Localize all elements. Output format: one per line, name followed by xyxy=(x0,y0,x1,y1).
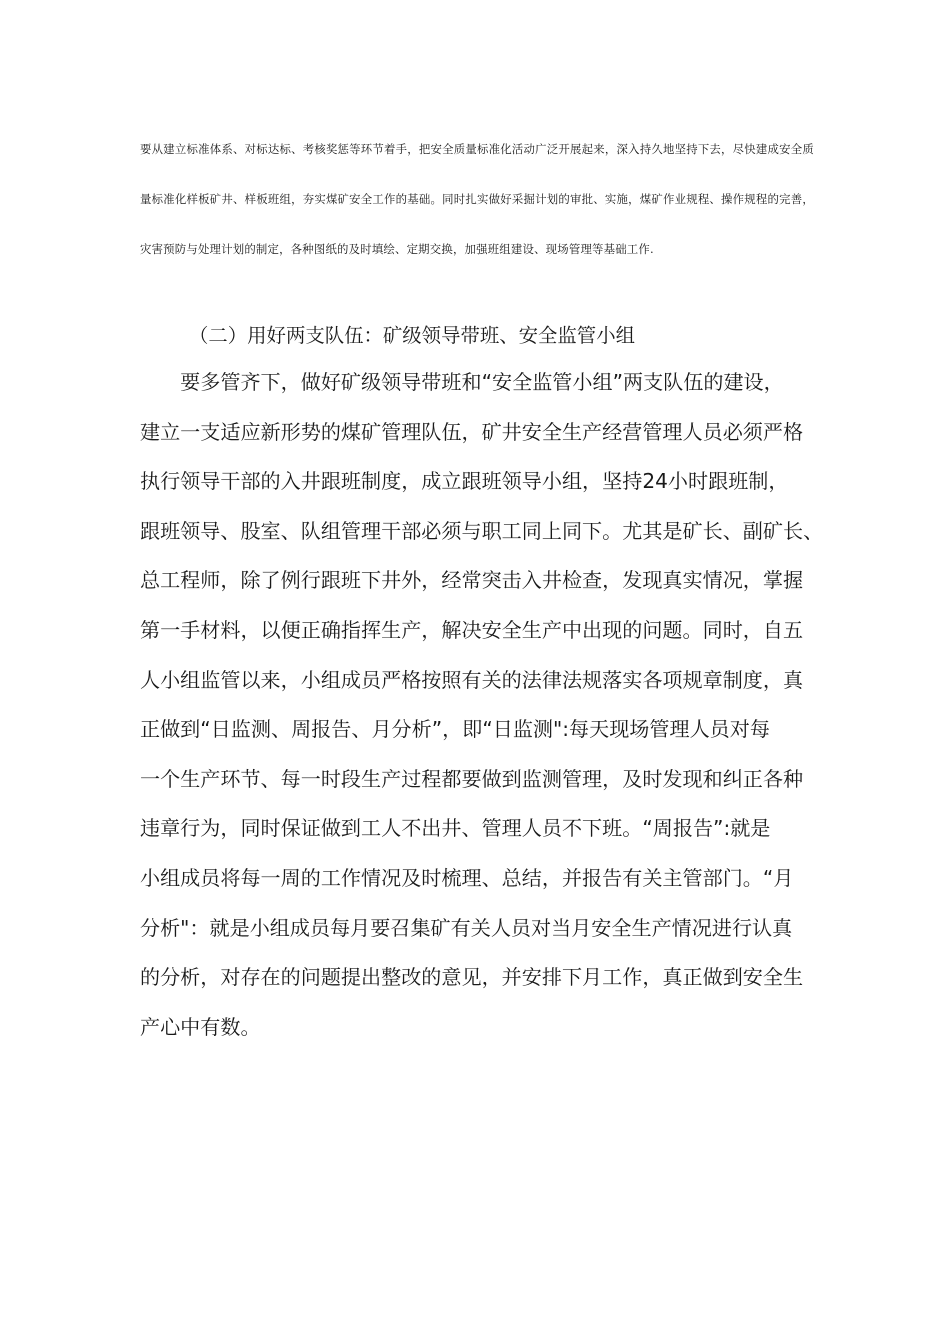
section-heading: （二）用好两支队伍：矿级领导带班、安全监管小组 xyxy=(189,324,635,347)
body-line: 总工程师，除了例行跟班下井外，经常突击入井检查，发现真实情况，掌握 xyxy=(140,568,804,593)
body-line: 正做到“日监测、周报告、月分析”，即“日监测":每天现场管理人员对每 xyxy=(140,717,770,742)
body-line: 违章行为，同时保证做到工人不出井、管理人员不下班。“周报告”:就是 xyxy=(140,816,771,841)
body-line: 建立一支适应新形势的煤矿管理队伍，矿井安全生产经营管理人员必须严格 xyxy=(140,419,804,444)
body-line: 执行领导干部的入井跟班制度，成立跟班领导小组，坚持24小时跟班制， xyxy=(140,469,789,494)
body-line: 跟班领导、股室、队组管理干部必须与职工同上同下。尤其是矿长、副矿长、 xyxy=(140,518,824,543)
body-line: 一个生产环节、每一时段生产过程都要做到监测管理，及时发现和纠正各种 xyxy=(140,766,804,791)
body-line: 分析"：就是小组成员每月要召集矿有关人员对当月安全生产情况进行认真 xyxy=(140,915,793,940)
body-line: 第一手材料，以便正确指挥生产，解决安全生产中出现的问题。同时，自五 xyxy=(140,617,804,642)
body-line: 人小组监管以来，小组成员严格按照有关的法律法规落实各项规章制度，真 xyxy=(140,667,804,692)
body-line: 产心中有数。 xyxy=(140,1014,261,1039)
body-line: 的分析，对存在的问题提出整改的意见，并安排下月工作，真正做到安全生 xyxy=(140,965,804,990)
body-line: 要多管齐下，做好矿级领导带班和“安全监管小组”两支队伍的建设， xyxy=(140,370,784,394)
body-paragraph xyxy=(140,358,826,1052)
body-line: 小组成员将每一周的工作情况及时梳理、总结，并报告有关主管部门。“月 xyxy=(140,865,794,890)
intro-paragraph: 要从建立标准体系、对标达标、考核奖惩等环节着手，把安全质量标准化活动广泛开展起来，深入持久地坚持下去，尽快建成安全质量标准化样板矿井、样板班组，夯实煤矿安全工作的基础。同时扎实做好采掘计划的审批、实施，煤矿作业规程、操作规程的完善，灾害预防与处理计划的制定，各种图纸的及时填绘、定期交换，加强班组建设、现场管理等基础工作. xyxy=(140,142,814,256)
